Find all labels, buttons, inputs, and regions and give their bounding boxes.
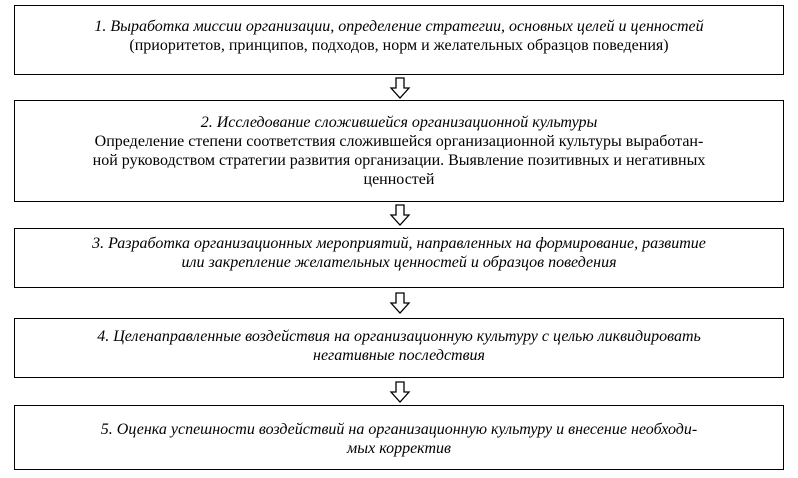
- step-2-title: 2. Исследование сложившейся организационной культуры: [200, 114, 598, 131]
- step-2-box: [14, 100, 784, 202]
- step-2-detail-line-2: ной руководством стратегии развития организации. Выявление позитивных и негативных: [92, 152, 706, 169]
- down-arrow-icon: [389, 381, 411, 403]
- step-4-title-line-1: 4. Целенаправленные воздействия на организационную культуру с целью ликвидировать: [97, 328, 701, 345]
- step-5-title-line-2: мых корректив: [347, 440, 451, 457]
- step-5-title-line-1: 5. Оценка успешности воздействий на организационную культуру и внесение необходи-: [100, 421, 698, 438]
- step-2-detail-line-1: Определение степени соответствия сложившейся организационной культуры выработан-: [94, 133, 704, 150]
- down-arrow-icon: [389, 292, 411, 314]
- step-3-title-line-1: 3. Разработка организационных мероприятий, направленных на формирование, развитие: [92, 235, 706, 252]
- step-5-box: [14, 405, 784, 470]
- step-4-box: [14, 318, 784, 378]
- step-3-title-line-2: или закрепление желательных ценностей и образцов поведения: [181, 254, 617, 271]
- step-1-title: 1. Выработка миссии организации, определение стратегии, основных целей и ценностей: [94, 18, 704, 35]
- step-1-detail: (приоритетов, принципов, подходов, норм и желательных образцов поведения): [129, 37, 669, 54]
- down-arrow-icon: [389, 77, 411, 99]
- down-arrow-icon: [389, 204, 411, 226]
- step-2-detail-line-3: ценностей: [363, 171, 435, 188]
- step-4-title-line-2: негативные последствия: [313, 347, 485, 364]
- step-3-box: [14, 228, 784, 288]
- step-1-box: [14, 5, 784, 75]
